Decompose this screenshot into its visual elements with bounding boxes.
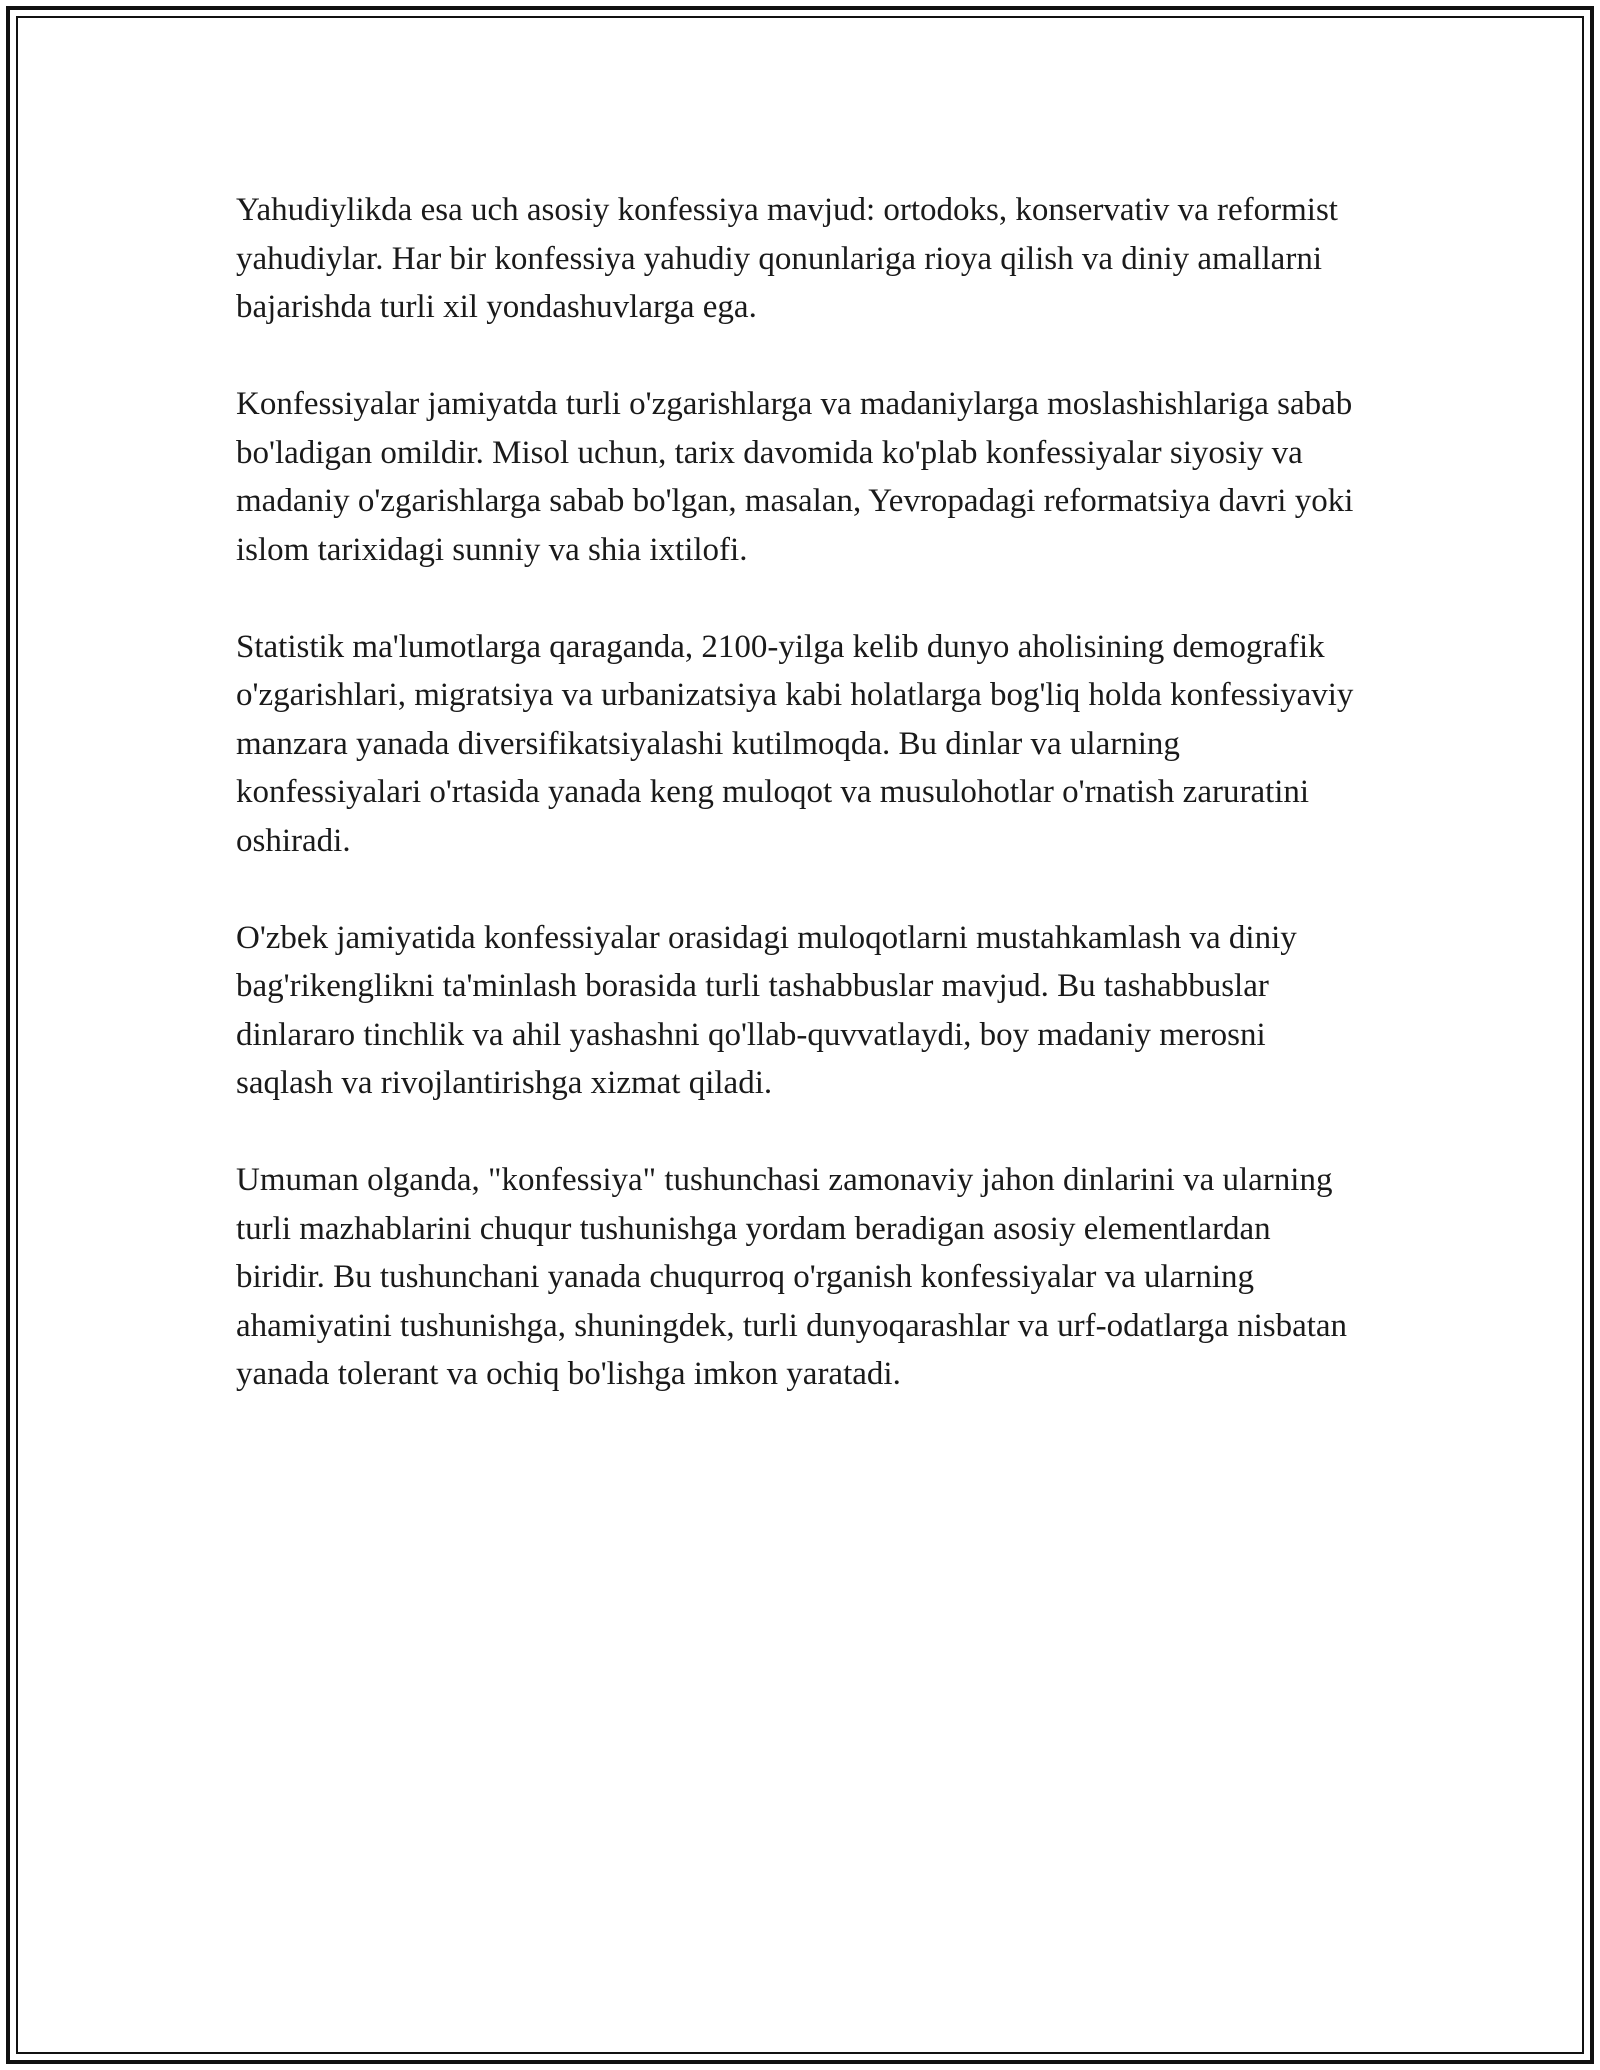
paragraph-4: O'zbek jamiyatida konfessiyalar orasidagi muloqotlarni mustahkamlash va diniy bag'rikenglikni ta'minlash borasida turli tashabbuslar mavjud. Bu tashabbuslar dinlararo tinchlik va ahil yashashni qo'llab-quvvatlaydi, boy madaniy merosni saqlash va rivojlantirishga xizmat qiladi. [236,919,1297,1101]
document-body [236,186,1366,1447]
paragraph-3: Statistik ma'lumotlarga qaraganda, 2100-yilga kelib dunyo aholisining demografik o'zgarishlari, migratsiya va urbanizatsiya kabi holatlarga bog'liq holda konfessiyaviy manzara yanada diversifikatsiyalashi kutilmoqda. Bu dinlar va ularning konfessiyalari o'rtasida yanada keng muloqot va musulohotlar o'rnatish zaruratini oshiradi. [236,628,1354,859]
paragraph-2: Konfessiyalar jamiyatda turli o'zgarishlarga va madaniylarga moslashishlariga sabab bo'ladigan omildir. Misol uchun, tarix davomida ko'plab konfessiyalar siyosiy va madaniy o'zgarishlarga sabab bo'lgan, masalan, Yevropadagi reformatsiya davri yoki islom tarixidagi sunniy va shia ixtilofi. [236,386,1354,568]
paragraph-5: Umuman olganda, "konfessiya" tushunchasi zamonaviy jahon dinlarini va ularning turli mazhablarini chuqur tushunishga yordam beradigan asosiy elementlardan biridir. Bu tushunchani yanada chuqurroq o'rganish konfessiyalar va ularning ahamiyatini tushunishga, shuningdek, turli dunyoqarashlar va urf-odatlarga nisbatan yanada tolerant va ochiq bo'lishga imkon yaratadi. [236,1162,1348,1392]
paragraph-1: Yahudiylikda esa uch asosiy konfessiya mavjud: ortodoks, konservativ va reformist yahudiylar. Har bir konfessiya yahudiy qonunlariga rioya qilish va diniy amallarni bajarishda turli xil yondashuvlarga ega. [236,192,1338,325]
